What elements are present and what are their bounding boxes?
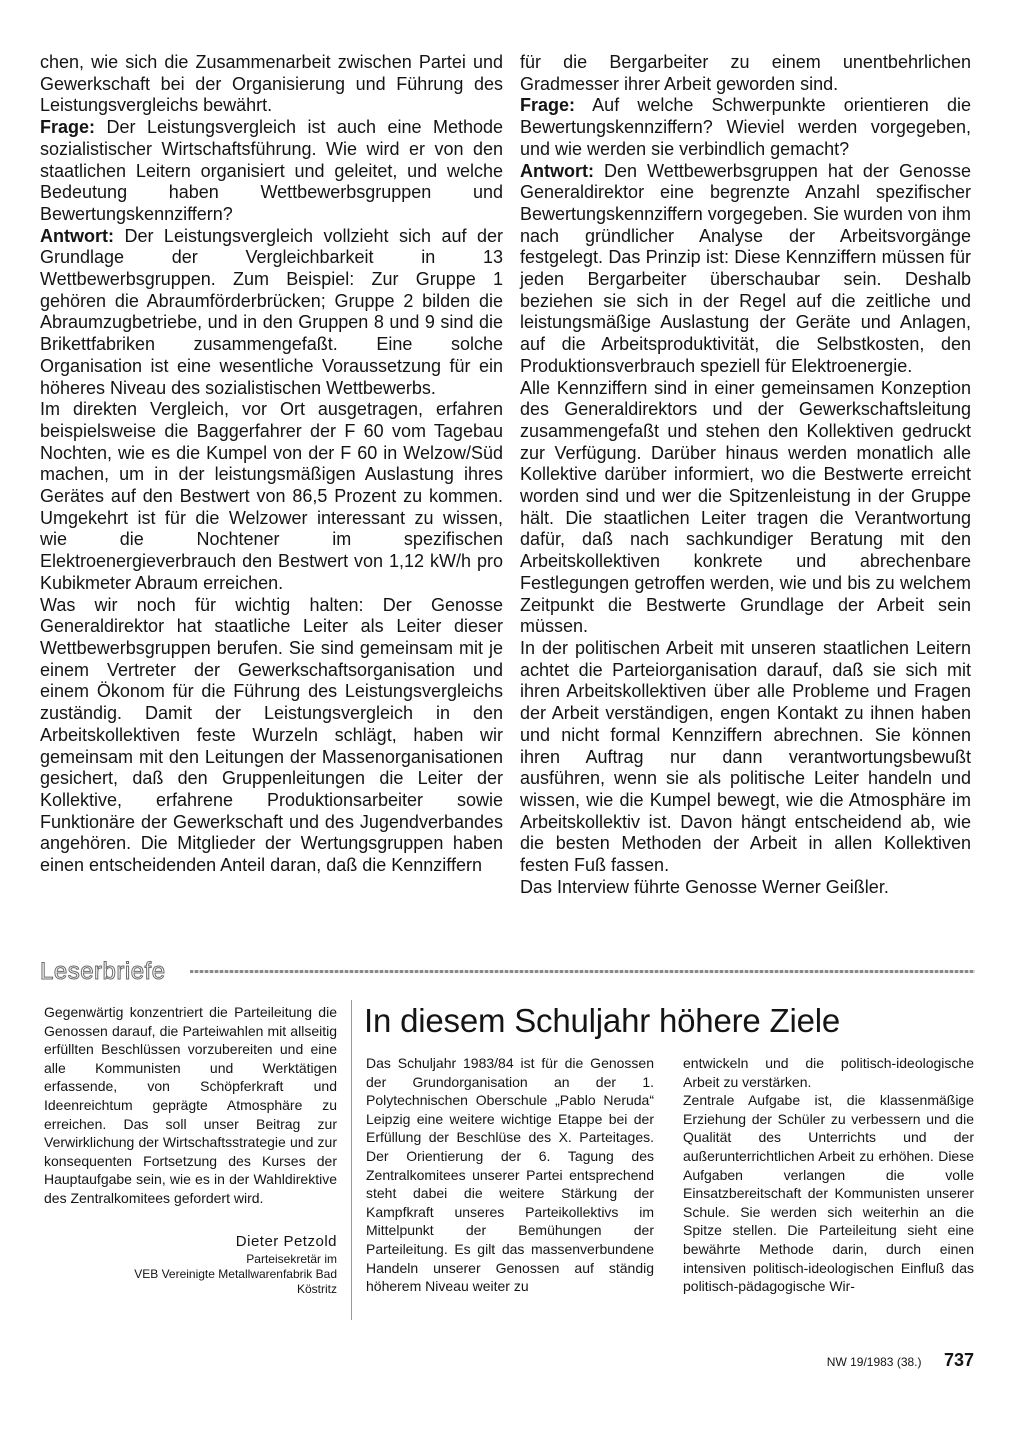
section-divider xyxy=(190,970,975,973)
interview-column-left xyxy=(40,52,503,877)
paragraph: Im direkten Vergleich, vor Ort ausgetragen, erfahren beispielsweise die Baggerfahrer der F 60 vom Tagebau Nochten, wie es die Kumpel von der F 60 in Welzow/Süd machen, um in der leistungsmäßigen Auslastung ihres Gerätes auf den Bestwert von 86,5 Prozent zu kommen. Umgekehrt ist für die Welzower interessant zu wissen, wie die Nochtener im spezifischen Elektroenergieverbrauch den Bestwert von 1,12 kW/h pro Kubikmeter Abraum erreichen. xyxy=(40,399,503,593)
section-header xyxy=(40,958,975,986)
author-role: Köstritz xyxy=(296,1282,337,1296)
paragraph: Was wir noch für wichtig halten: Der Genosse Generaldirektor hat staatliche Leiter als Leiter dieser Wettbewerbsgruppen berufen. Sie sind gemeinsam mit je einem Vertreter der Gewerkschaftsorganisation und einem Ökonom für die Führung des Leistungsvergleichs zuständig. Damit der Leistungsvergleich in den Arbeitskollektiven feste Wurzeln schlägt, haben wir gemeinsam mit den Leitungen der Massenorganisationen gesichert, daß den Gruppenleitungen die Leiter der Kollektive, erfahrene Produktionsarbeiter sowie Funktionäre der Gewerkschaft und des Jugendverbandes angehören. Die Mitglieder der Wertungsgruppen haben einen entscheidenden Anteil daran, daß die Kennziffern xyxy=(40,594,503,876)
letter-signature xyxy=(44,1232,337,1297)
answer-label: Antwort: xyxy=(40,225,114,246)
article-column-2 xyxy=(683,1054,974,1296)
paragraph: Das Interview führte Genosse Werner Geißler. xyxy=(520,876,889,897)
question-label: Frage: xyxy=(40,117,96,138)
page-number: 737 xyxy=(943,1350,974,1370)
article-paragraph: Das Schuljahr 1983/84 ist für die Genossen der Grundorganisation an der 1. Polytechnischen Oberschule „Pablo Neruda“ Leipzig eine weitere wichtige Etappe bei der Erfüllung der Beschlüse des X. Parteitages. Der Orientierung der 6. Tagung des Zentralkomitees unserer Partei entsprechend steht dabei die weitere Stärkung der Kampfkraft unseres Parteikollektivs im Mittelpunkt der Bemühungen der Parteileitung. Es gilt das massenverbundene Handeln unserer Genossen auf ständig höherem Niveau weiter zu xyxy=(366,1055,654,1295)
issue-number: NW 19/1983 (38.) xyxy=(826,1355,922,1369)
paragraph: Antwort: Den Wettbewerbsgruppen hat der Genosse Generaldirektor eine begrenzte Anzahl spezifischer Bewertungskennziffern vorgegeben. Sie wurden von ihm nach gründlicher Analyse der Arbeitsvorgänge festgelegt. Das Prinzip ist: Diese Kennziffern müssen für jeden Bergarbeiter überschaubar sein. Deshalb beziehen sie sich in der Regel auf die zeitliche und leistungsmäßige Auslastung der Geräte und Anlagen, auf die Arbeitsproduktivität, die Selbstkosten, den Produktionsverbrauch speziell für Elektroenergie. xyxy=(520,160,971,376)
paragraph: Frage: Der Leistungsvergleich ist auch eine Methode sozialistischer Wirtschaftsführung. Wie wird er von den staatlichen Leitern organisiert und geleitet, und welche Bedeutung haben Wettbewerbsgruppen und Bewertungskennziffern? xyxy=(40,117,503,224)
paragraph: für die Bergarbeiter zu einem unentbehrlichen Gradmesser ihrer Arbeit geworden sind. xyxy=(520,52,971,94)
question-label: Frage: xyxy=(520,95,576,116)
article-column-1 xyxy=(366,1054,654,1296)
answer-label: Antwort: xyxy=(520,160,594,181)
article-paragraph: Zentrale Aufgabe ist, die klassenmäßige Erziehung der Schüler zu verbessern und die Qualität des Unterrichts und der außerunterrichtlichen Arbeit zu erhöhen. Diese Aufgaben verlangen die volle Einsatzbereitschaft der Kommunisten unserer Schule. Sie werden sich weiterhin an die Spitze stellen. Die Parteileitung sieht eine bewährte Methode darin, durch einen intensiven politisch-ideologischen Einfluß das politisch-pädagogische Wir- xyxy=(683,1092,974,1295)
letter-text: Gegenwärtig konzentriert die Parteileitung die Genossen darauf, die Parteiwahlen mit allseitig erfüllten Beschlüssen vorzubereiten und eine alle Kommunisten und Werktätigen erfassende, von Schöpferkraft und Ideenreichtum geprägte Atmosphäre zu erreichen. Das soll unser Beitrag zur Verwirklichung der Wirtschaftsstrategie und zur konsequenten Fortsetzung des Kurses der Hauptaufgabe sein, wie es in der Wahldirektive des Zentralkomitees gefordert wird. xyxy=(44,1004,337,1206)
author-role: Parteisekretär im xyxy=(246,1252,337,1266)
paragraph: Antwort: Der Leistungsvergleich vollzieht sich auf der Grundlage der Vergleichbarkeit in 13 Wettbewerbsgruppen. Zum Beispiel: Zur Gruppe 1 gehören die Abraumförderbrücken; Gruppe 2 bilden die Abraumzugbetriebe, und in den Gruppen 8 und 9 sind die Brikettfabriken zusammengefaßt. Eine solche Organisation ist eine wesentliche Voraussetzung für ein höheres Niveau des sozialistischen Wettbewerbs. xyxy=(40,225,503,398)
article-paragraph: entwickeln und die politisch-ideologische Arbeit zu verstärken. xyxy=(683,1055,974,1090)
paragraph: In der politischen Arbeit mit unseren staatlichen Leitern achtet die Parteiorganisation darauf, daß sie sich mit ihren Arbeitskollektiven über alle Probleme und Fragen der Arbeit verständigen, engen Kontakt zu ihnen haben und nicht formal Kennziffern abrechnen. Sie können ihren Auftrag nur dann verantwortungsbewußt ausführen, wenn sie als politische Leiter handeln und wissen, wie die Kumpel bewegt, wie die Atmosphäre im Arbeitskollektiv ist. Davon hängt entscheidend ab, wie die besten Methoden der Arbeit in allen Kollektiven festen Fuß fassen. xyxy=(520,637,971,876)
section-title: Leserbriefe xyxy=(40,958,166,985)
author-name: Dieter Petzold xyxy=(235,1233,337,1250)
paragraph: Alle Kennziffern sind in einer gemeinsamen Konzeption des Generaldirektors und der Gewerkschaftsleitung zusammengefaßt und stehen den Kollektiven gedruckt zur Verfügung. Darüber hinaus werden monatlich alle Kollektive darüber informiert, wo die Bestwerte erreicht worden sind und wer die Spitzenleistung in der Gruppe hält. Die staatlichen Leiter tragen die Verantwortung dafür, daß nach sachkundiger Beratung mit den Arbeitskollektiven konkrete und abrechenbare Festlegungen getroffen werden, wie und bis zu welchem Zeitpunkt die Bestwerte Grundlage der Arbeit sein müssen. xyxy=(520,377,971,637)
page-footer xyxy=(827,1350,974,1371)
paragraph: chen, wie sich die Zusammenarbeit zwischen Partei und Gewerkschaft bei der Organisierung und Führung des Leistungsvergleichs bewährt. xyxy=(40,52,503,116)
author-role: VEB Vereinigte Metallwarenfabrik Bad xyxy=(134,1267,337,1281)
paragraph: Frage: Auf welche Schwerpunkte orientieren die Bewertungskennziffern? Wieviel werden vorgegeben, und wie werden sie verbindlich gemacht? xyxy=(520,95,971,159)
reader-letter xyxy=(44,1003,337,1208)
article-headline: In diesem Schuljahr höhere Ziele xyxy=(364,1002,841,1039)
interview-column-right xyxy=(520,52,971,898)
column-divider xyxy=(351,1000,352,1320)
